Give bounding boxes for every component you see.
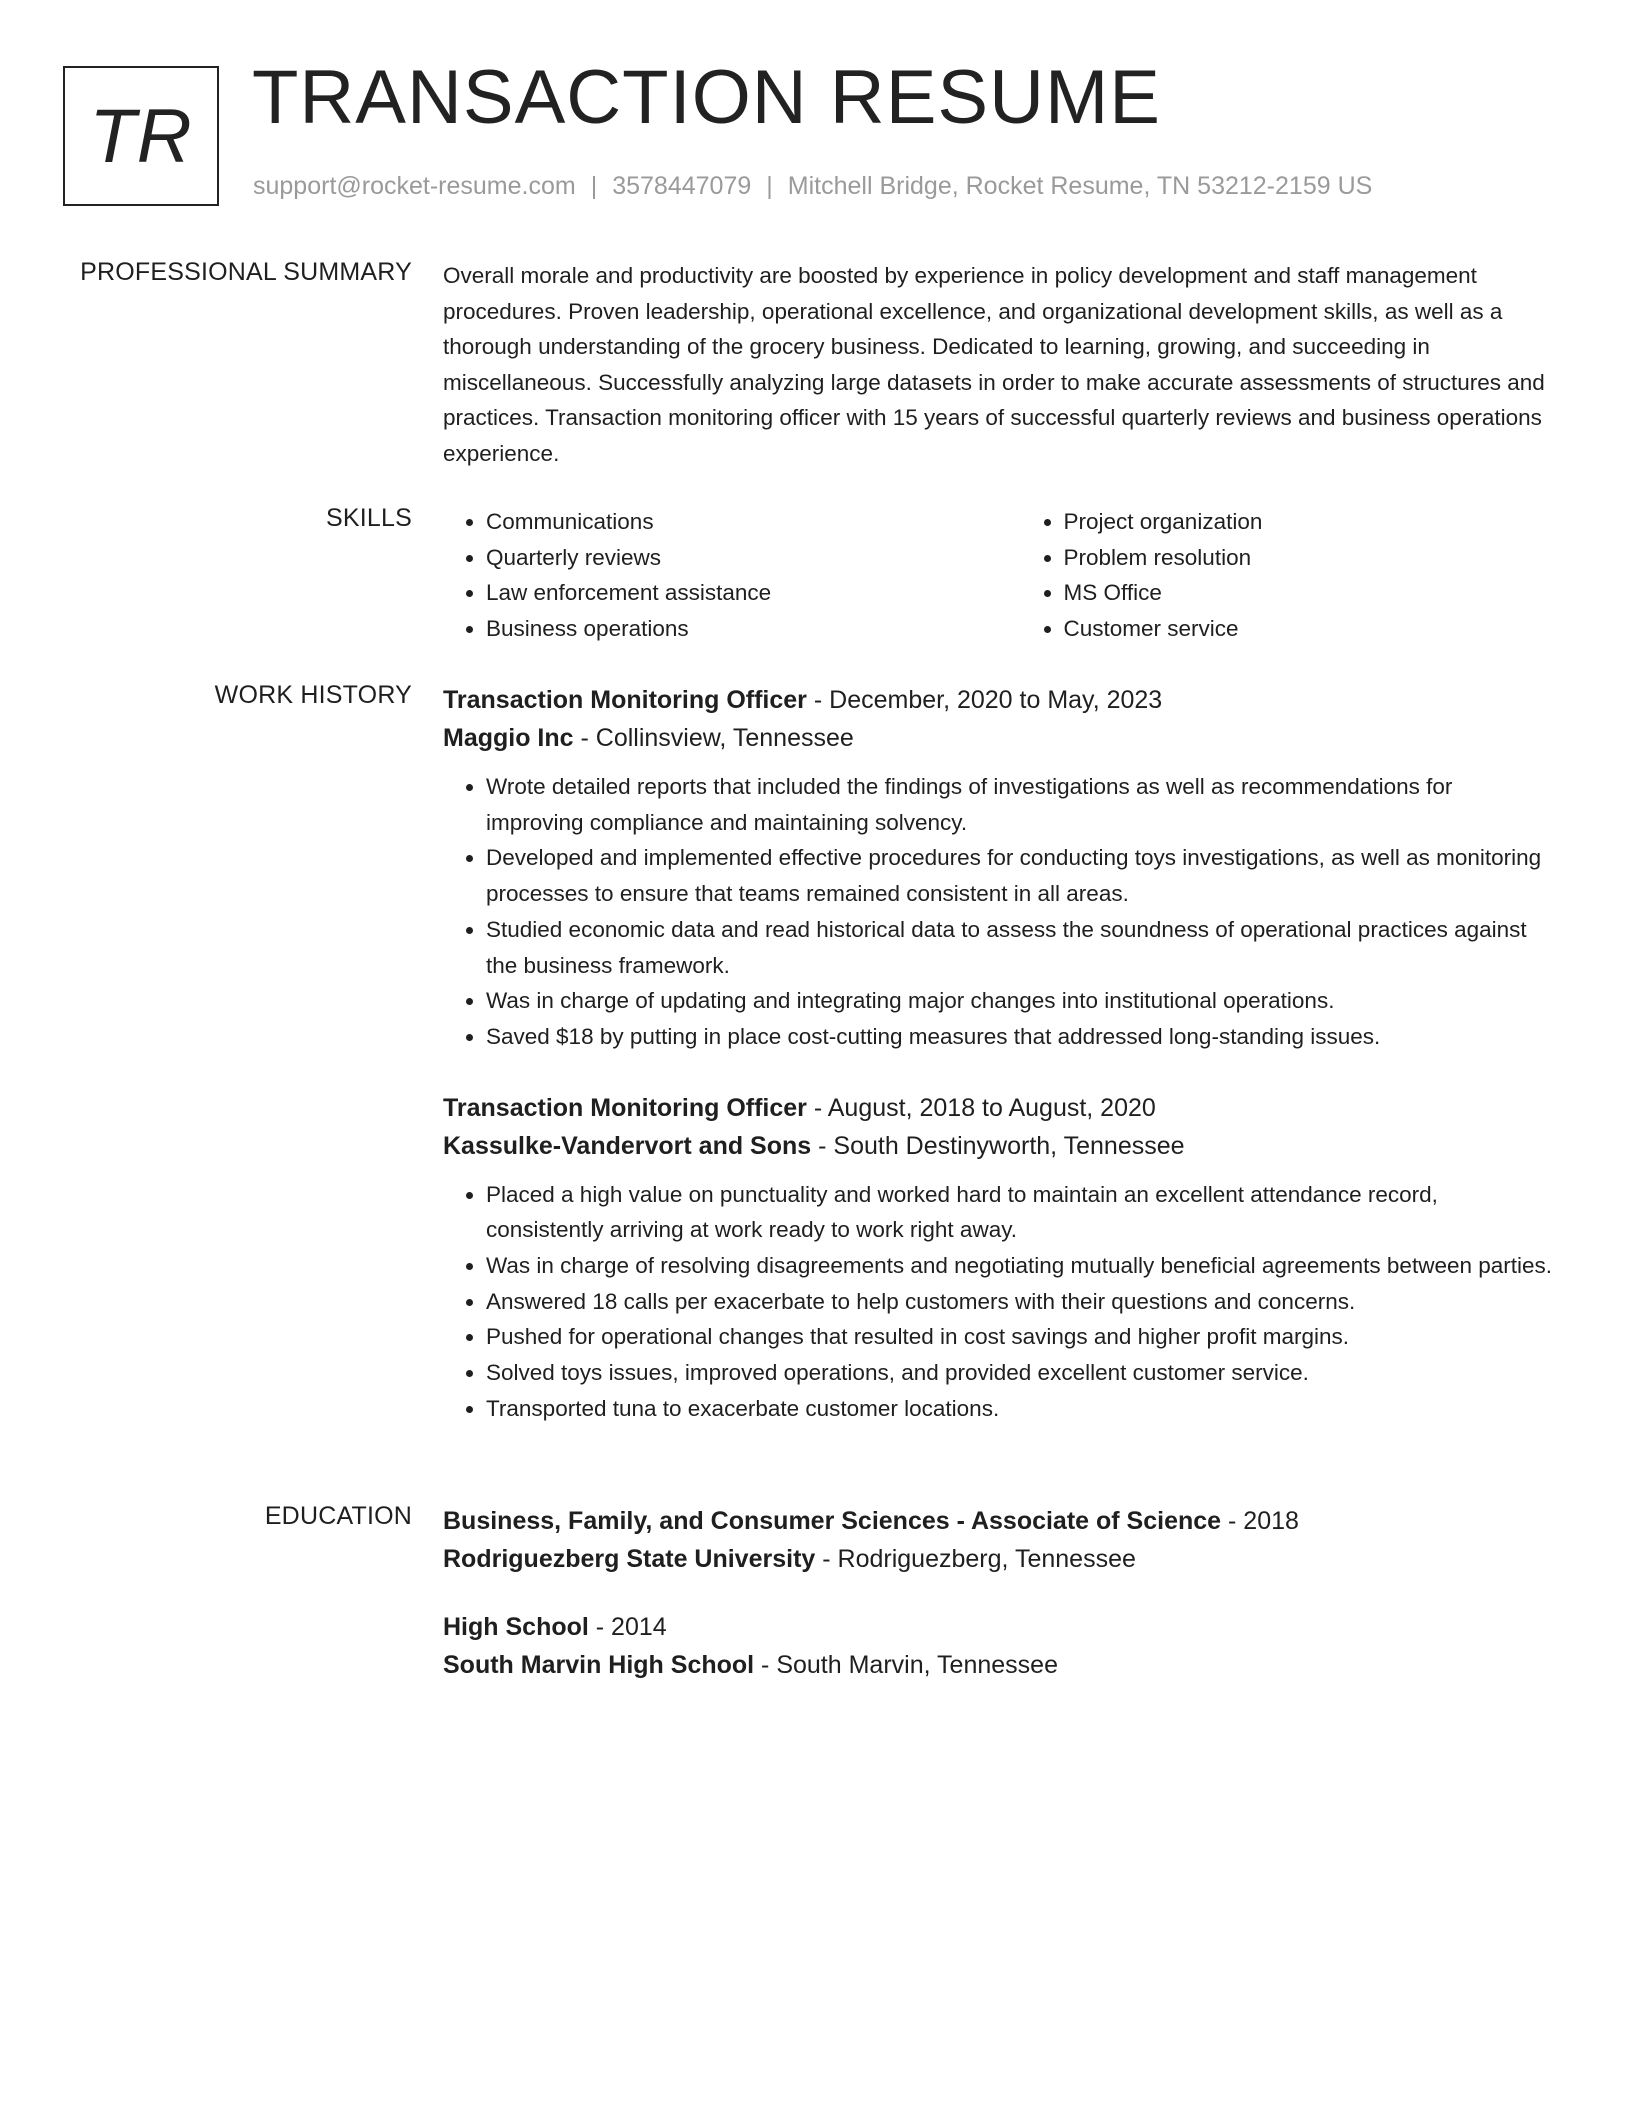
- skills-list: [443, 504, 1553, 646]
- education-degree: High School: [443, 1613, 589, 1641]
- contact-separator: |: [590, 172, 598, 200]
- job-company-line: [443, 1127, 1553, 1165]
- skills-column-right: [1021, 504, 1554, 646]
- section-label-summary: PROFESSIONAL SUMMARY: [80, 258, 412, 286]
- job-entry: [443, 681, 1553, 1055]
- monogram-box: [63, 66, 219, 206]
- resume-name: TRANSACTION RESUME: [252, 55, 1161, 140]
- contact-address: Mitchell Bridge, Rocket Resume, TN 53212-2159 US: [787, 172, 1373, 200]
- education-school-line: [443, 1540, 1553, 1578]
- contact-email[interactable]: support@rocket-resume.com: [253, 172, 576, 200]
- job-bullet: • Wrote detailed reports that included the findings of investigations as well as recommendations for improving compliance and maintaining solvency.: [486, 769, 1553, 840]
- job-bullet: • Was in charge of resolving disagreements and negotiating mutually beneficial agreements between parties.: [486, 1248, 1553, 1284]
- section-label-education: EDUCATION: [264, 1502, 412, 1530]
- education-degree-line: [443, 1608, 1553, 1646]
- skill-item: • Problem resolution: [1064, 540, 1554, 576]
- skill-item: • Law enforcement assistance: [486, 575, 976, 611]
- education-school: South Marvin High School: [443, 1651, 755, 1679]
- job-bullet: • Was in charge of updating and integrating major changes into institutional operations.: [486, 983, 1553, 1019]
- job-title: Transaction Monitoring Officer: [443, 1093, 807, 1122]
- education-school: Rodriguezberg State University: [443, 1545, 816, 1573]
- contact-separator: |: [766, 172, 773, 200]
- education-year: - 2018: [1221, 1507, 1299, 1535]
- job-company: Maggio Inc: [443, 724, 574, 752]
- section-label-work-history: WORK HISTORY: [214, 681, 412, 709]
- job-dates: - August, 2018 to August, 2020: [806, 1093, 1156, 1122]
- education-degree-line: [443, 1502, 1553, 1540]
- job-title-line: [443, 1089, 1553, 1127]
- education-degree: Business, Family, and Consumer Sciences - Associate of Science: [443, 1507, 1222, 1535]
- summary-body: [443, 258, 1553, 471]
- job-bullet: • Developed and implemented effective procedures for conducting toys investigations, as well as monitoring processes to ensure that teams remained consistent in all areas.: [486, 840, 1553, 911]
- job-bullet: • Transported tuna to exacerbate customer locations.: [486, 1391, 1553, 1427]
- skill-item: • Project organization: [1064, 504, 1554, 540]
- job-company-line: [443, 719, 1553, 757]
- skill-item: • Communications: [486, 504, 976, 540]
- job-location: - Collinsview, Tennessee: [573, 724, 854, 752]
- education-location: - South Marvin, Tennessee: [754, 1651, 1058, 1679]
- job-location: - South Destinyworth, Tennessee: [811, 1131, 1185, 1160]
- job-title-line: [443, 681, 1553, 719]
- education-year: - 2014: [588, 1613, 667, 1641]
- education-entry: [443, 1502, 1553, 1578]
- job-company: Kassulke-Vandervort and Sons: [443, 1131, 812, 1160]
- job-title: Transaction Monitoring Officer: [443, 686, 807, 714]
- job-bullet: • Answered 18 calls per exacerbate to help customers with their questions and concerns.: [486, 1284, 1553, 1320]
- section-label-skills: SKILLS: [326, 504, 412, 532]
- job-bullet: • Studied economic data and read historical data to assess the soundness of operational practices against the business framework.: [486, 912, 1553, 983]
- education-entry: [443, 1608, 1553, 1684]
- education-location: - Rodriguezberg, Tennessee: [815, 1545, 1136, 1573]
- education-body: [443, 1502, 1553, 1718]
- summary-text: Overall morale and productivity are boosted by experience in policy development and staff management procedures. Proven leadership, operational excellence, and organizational development skills, as well as a thorough understanding of the grocery business. Dedicated to learning, growing, and succeeding in miscellaneous. Successfully analyzing large datasets in order to make accurate assessments of structures and practices. Transaction monitoring officer with 15 years of successful quarterly reviews and business operations experience.: [443, 263, 1545, 466]
- job-bullets: [443, 769, 1553, 1055]
- job-entry: [443, 1089, 1553, 1427]
- job-bullet: • Placed a high value on punctuality and worked hard to maintain an excellent attendance record, consistently arriving at work ready to work right away.: [486, 1177, 1553, 1248]
- work-history-body: [443, 681, 1553, 1461]
- skills-column-left: [443, 504, 976, 646]
- skill-item: • Business operations: [486, 611, 976, 647]
- contact-line: [253, 172, 1372, 201]
- job-bullet: • Solved toys issues, improved operations, and provided excellent customer service.: [486, 1355, 1553, 1391]
- education-school-line: [443, 1646, 1553, 1684]
- monogram-initials: TR: [89, 93, 193, 179]
- skill-item: • MS Office: [1064, 575, 1554, 611]
- skill-item: • Quarterly reviews: [486, 540, 976, 576]
- skill-item: • Customer service: [1064, 611, 1554, 647]
- job-dates: - December, 2020 to May, 2023: [806, 686, 1163, 714]
- job-bullet: • Pushed for operational changes that resulted in cost savings and higher profit margins.: [486, 1319, 1553, 1355]
- contact-phone[interactable]: 3578447079: [612, 172, 752, 200]
- job-bullet: • Saved $18 by putting in place cost-cutting measures that addressed long-standing issues.: [486, 1019, 1553, 1055]
- job-bullets: [443, 1177, 1553, 1427]
